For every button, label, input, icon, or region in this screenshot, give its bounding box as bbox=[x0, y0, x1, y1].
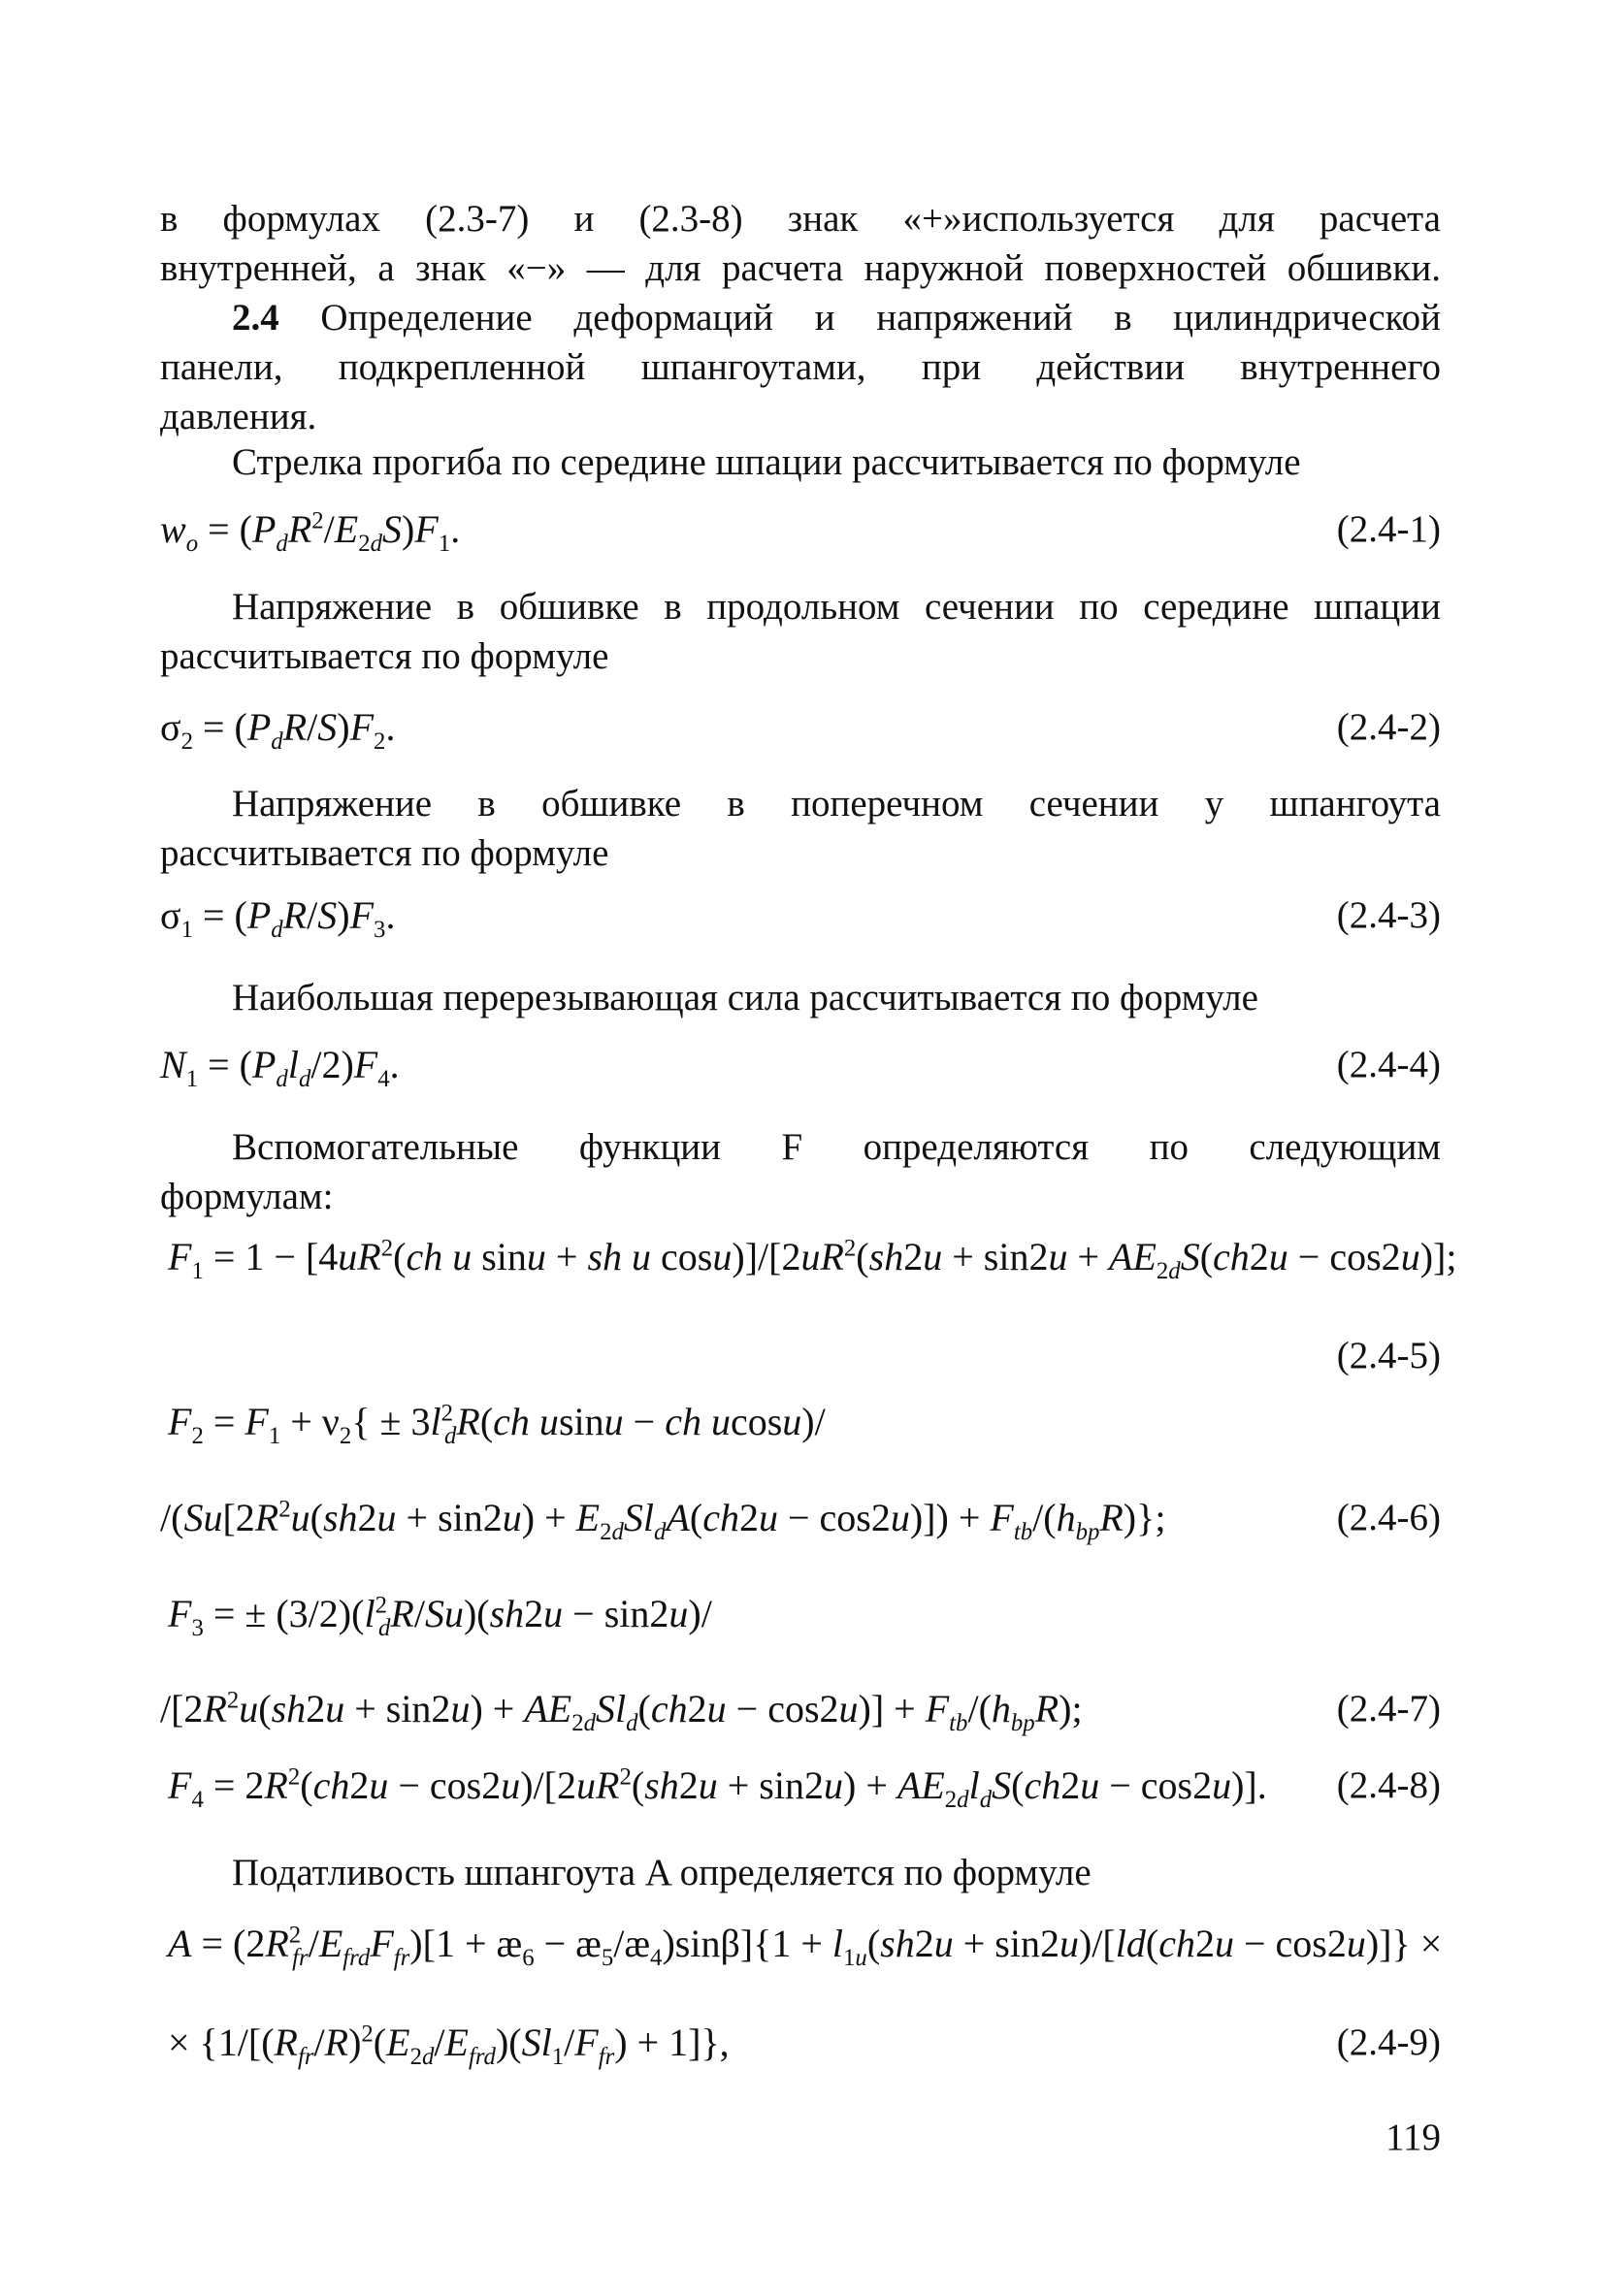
text-line: Наибольшая перерезывающая сила рассчитывается по формуле bbox=[232, 977, 1258, 1019]
paragraph-sigma1 bbox=[160, 779, 1441, 878]
equation-2-4-9-line2 bbox=[160, 2018, 1441, 2072]
text-line: в формулах (2.3-7) и (2.3-8) знак «+»используется для расчета bbox=[160, 198, 1441, 240]
formula-f2-line1: $F_2 = F_1 + \nu_2\{ \pm 3l^2_dR(ch$ usinu − ch ucosu)/ bbox=[168, 1400, 826, 1449]
text-line bbox=[160, 1122, 1441, 1172]
text-line: внутренней, а знак «−» — для расчета наружной поверхностей обшивки. bbox=[160, 247, 1441, 289]
equation-number: (2.4-5) bbox=[1336, 1335, 1441, 1376]
formula-f4: $F_4 = 2R^2(ch2u - \cos 2u)/[2uR^2(sh2u + \sin 2u) + AE_{2d}l_dS(ch2u - \cos 2u)]$. bbox=[168, 1763, 1267, 1813]
text-line: Напряжение в обшивке в продольном сечении по середине шпации bbox=[232, 586, 1441, 628]
equation-number: (2.4-4) bbox=[1336, 1044, 1441, 1085]
paragraph-sigma2 bbox=[160, 582, 1441, 681]
section-title-line: давления. bbox=[160, 396, 317, 437]
equation-number: (2.4-8) bbox=[1336, 1764, 1441, 1806]
equation-number: (2.4-1) bbox=[1336, 508, 1441, 550]
text-line: формулам: bbox=[160, 1176, 334, 1217]
equation-2-4-6-line2 bbox=[160, 1493, 1441, 1547]
text-line: рассчитывается по формуле bbox=[160, 635, 609, 677]
text-line: Напряжение в обшивке в поперечном сечении у шпангоута bbox=[232, 783, 1441, 825]
equation-2-4-1 bbox=[160, 504, 1441, 559]
formula-f1: $F_1 = 1 - [4uR^2(ch$ u sinu + sh u $\cos u)]/[2uR^2(sh2u + \sin 2u + AE_{2d}S(ch2u - \cos 2u)]$; bbox=[168, 1235, 1457, 1284]
equation-2-4-2 bbox=[160, 702, 1441, 757]
formula-a-line2: × $\{1/[(R_{fr}/R)^2(E_{2d}/E_{frd})(Sl_1/F_{fr}) + 1]\}$, bbox=[168, 2021, 730, 2070]
equation-number: (2.4-9) bbox=[1336, 2021, 1441, 2063]
paragraph-shear-force bbox=[160, 973, 1441, 1022]
equation-2-4-4 bbox=[160, 1040, 1441, 1094]
paragraph-sign-convention bbox=[160, 194, 1441, 293]
section-number: 2.4 bbox=[232, 297, 279, 339]
equation-number: (2.4-7) bbox=[1336, 1688, 1441, 1730]
text-line: Податливость шпангоута A определяется по формуле bbox=[232, 1852, 1092, 1893]
text-line: Стрелка прогиба по середине шпации рассчитывается по формуле bbox=[232, 441, 1301, 483]
text-line: рассчитывается по формуле bbox=[160, 832, 609, 874]
page-number: 119 bbox=[1385, 2117, 1441, 2158]
equation-2-4-7-line2 bbox=[160, 1684, 1441, 1738]
paragraph-compliance bbox=[160, 1848, 1441, 1897]
equation-number: (2.4-3) bbox=[1336, 894, 1441, 936]
equation-2-4-3 bbox=[160, 890, 1441, 945]
equation-number: (2.4-2) bbox=[1336, 706, 1441, 748]
formula-sigma1: $\sigma_1 = (P_dR/S)F_3$. bbox=[160, 893, 396, 943]
equation-2-4-7-line1 bbox=[160, 1589, 1441, 1643]
equation-2-4-8 bbox=[160, 1761, 1441, 1815]
section-title-line: Определение деформаций и напряжений в цилиндрической bbox=[320, 297, 1442, 339]
formula-w0: $w_o = (P_dR^2/E_{2d}S)F_1$. bbox=[160, 507, 461, 557]
section-heading bbox=[160, 293, 1441, 441]
formula-n1: $N_1 = (P_dl_d/2)F_4$. bbox=[160, 1043, 400, 1092]
equation-2-4-6-line1 bbox=[160, 1397, 1441, 1451]
text-line-content: Вспомогательные функции F определяются по следующим bbox=[232, 1126, 1441, 1168]
equation-2-4-5-body bbox=[160, 1232, 1457, 1286]
formula-sigma2: $\sigma_2 = (P_dR/S)F_2$. bbox=[160, 705, 396, 755]
equation-2-4-5-number bbox=[160, 1331, 1441, 1385]
equation-number: (2.4-6) bbox=[1336, 1497, 1441, 1538]
paragraph-deflection bbox=[160, 437, 1441, 487]
formula-f2-line2: $/(Su[2R^2u(sh2u + \sin 2u) + E_{2d}Sl_dA(ch2u - \cos 2u)]) + F_{tb}/(h_{bp}R)$}; bbox=[160, 1496, 1166, 1545]
section-title-line: панели, подкрепленной шпангоутами, при действии внутреннего bbox=[160, 346, 1441, 388]
paragraph-aux-functions bbox=[160, 1122, 1441, 1221]
formula-f3-line2: $/[2R^2u(sh2u + \sin 2u) + AE_{2d}Sl_d(ch2u - \cos 2u)] + F_{tb}/(h_{bp}R)$; bbox=[160, 1687, 1083, 1736]
formula-f3-line1: $F_3$ = ± $(3/2)(l^2_dR/Su)(sh2u - \sin 2u)/$ bbox=[168, 1592, 712, 1641]
equation-2-4-9-line1 bbox=[160, 1919, 1441, 1973]
formula-a-line1: $A = (2R^2_{fr}/E_{frd}F_{fr})[1$ + $æ_6$ − $æ_5/æ_4)\sin\beta]\{1 + l_{1u}(sh2u + \sin 2u)/[ld(ch2u - \cos 2u)]\}$ × bbox=[168, 1922, 1443, 1971]
